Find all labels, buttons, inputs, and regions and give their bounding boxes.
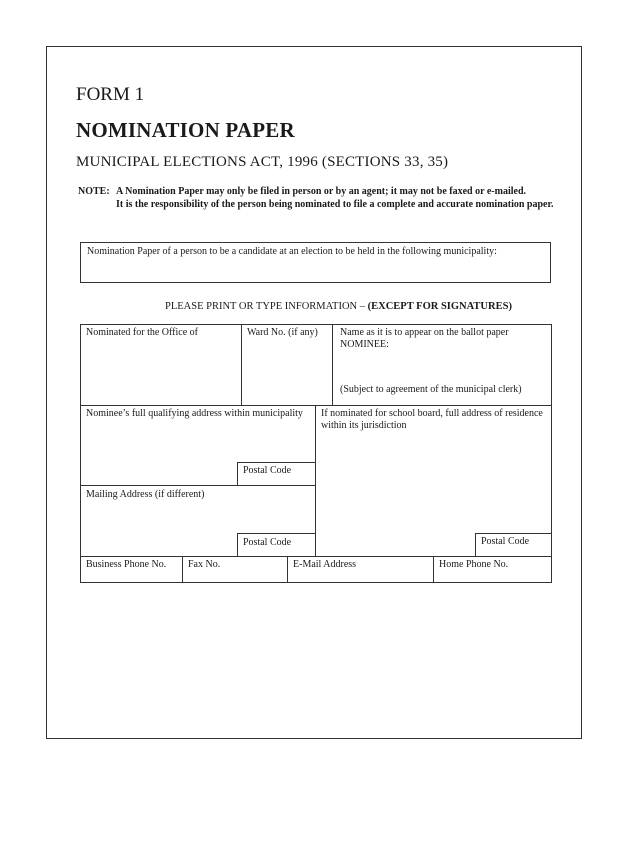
office-field-label: Nominated for the Office of: [86, 327, 198, 338]
print-instructions: [165, 301, 512, 312]
ward-field-label: Ward No. (if any): [247, 327, 318, 338]
nominee-label: NOMINEE:: [340, 339, 389, 350]
school-board-address-label-2: within its jurisdiction: [321, 420, 407, 431]
municipality-field[interactable]: [80, 242, 551, 283]
qualifying-address-label: Nominee’s full qualifying address within municipality: [86, 408, 303, 419]
form-title: NOMINATION PAPER: [76, 118, 295, 142]
school-board-postal-code-label: Postal Code: [481, 536, 530, 547]
ballot-name-label: Name as it is to appear on the ballot paper: [340, 327, 509, 338]
fax-label: Fax No.: [188, 559, 221, 570]
business-phone-label: Business Phone No.: [86, 559, 167, 570]
form-number: FORM 1: [76, 84, 145, 105]
mailing-postal-code-label: Postal Code: [243, 537, 292, 548]
clerk-agreement-note: (Subject to agreement of the municipal clerk): [340, 384, 522, 395]
print-instructions-prefix: PLEASE PRINT OR TYPE INFORMATION –: [165, 301, 368, 312]
home-phone-label: Home Phone No.: [439, 559, 509, 570]
note-label: NOTE:: [78, 186, 110, 197]
municipality-label: Nomination Paper of a person to be a candidate at an election to be held in the following municipality:: [87, 246, 497, 257]
email-label: E-Mail Address: [293, 559, 357, 570]
note-line-1: A Nomination Paper may only be filed in person or by an agent; it may not be faxed or e-mailed.: [116, 186, 526, 197]
mailing-address-label: Mailing Address (if different): [86, 489, 205, 500]
note-line-2: It is the responsibility of the person being nominated to file a complete and accurate nomination paper.: [116, 199, 554, 210]
print-instructions-emphasis: (EXCEPT FOR SIGNATURES): [367, 301, 512, 312]
postal-code-label: Postal Code: [243, 465, 292, 476]
school-board-address-label-1: If nominated for school board, full address of residence: [321, 408, 543, 419]
act-reference: MUNICIPAL ELECTIONS ACT, 1996 (SECTIONS 33, 35): [76, 154, 449, 170]
